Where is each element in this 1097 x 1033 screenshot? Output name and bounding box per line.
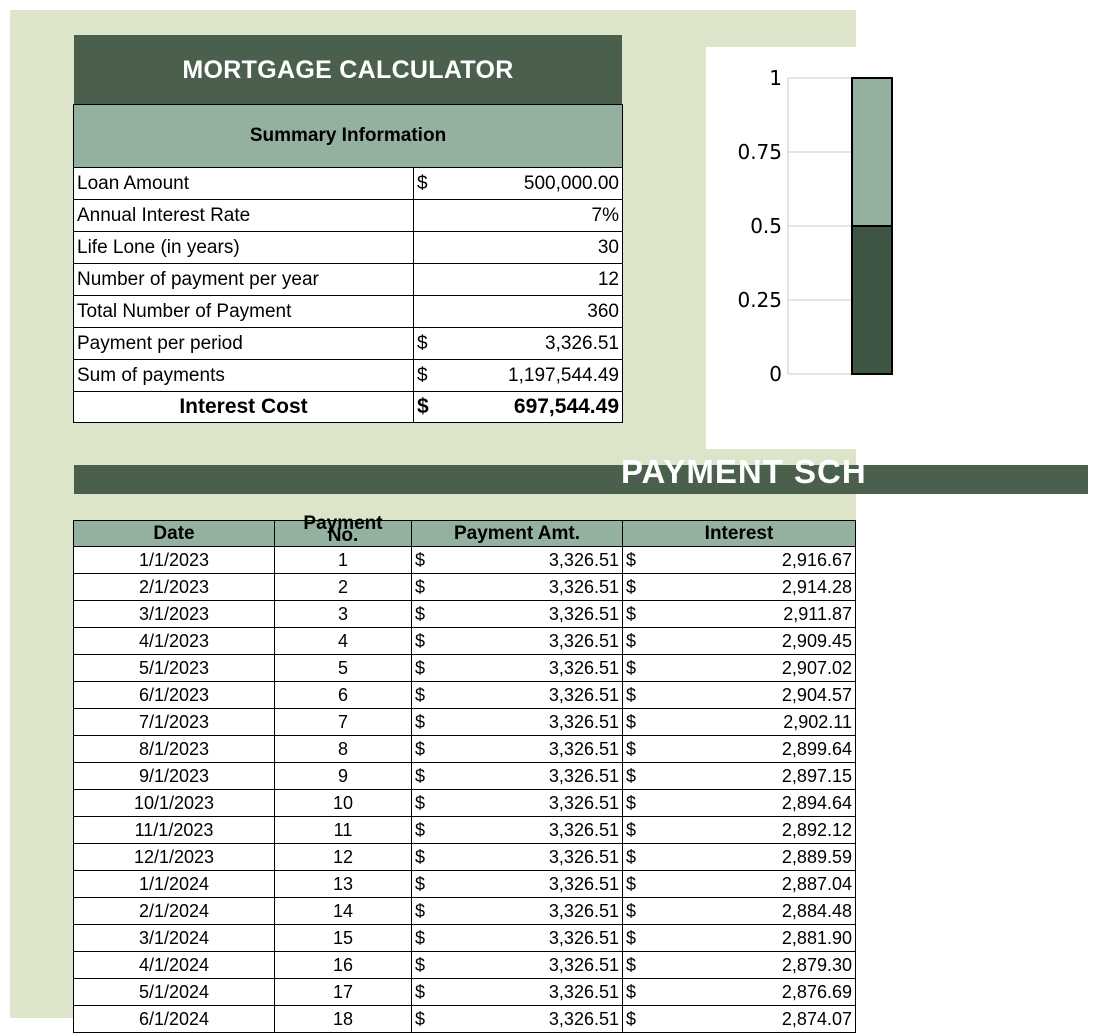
summary-value[interactable]: 500,000.00 [500, 168, 623, 200]
page-title: MORTGAGE CALCULATOR [74, 35, 622, 105]
cell-payment-amt[interactable]: 3,326.51 [438, 763, 623, 790]
currency-symbol[interactable]: $ [414, 168, 501, 200]
cell-payment-no[interactable]: 16 [275, 952, 412, 979]
cell-currency[interactable]: $ [623, 817, 650, 844]
summary-table [73, 167, 623, 423]
header-payment-no [275, 512, 412, 547]
cell-currency[interactable]: $ [412, 547, 439, 574]
summary-label[interactable]: Life Lone (in years) [74, 232, 414, 264]
cell-payment-amt[interactable]: 3,326.51 [438, 898, 623, 925]
cell-payment-amt[interactable]: 3,326.51 [438, 817, 623, 844]
cell-date[interactable]: 3/1/2024 [74, 925, 275, 952]
cell-currency[interactable]: $ [412, 655, 439, 682]
table-row [74, 979, 856, 1006]
table-row [74, 898, 856, 925]
summary-label[interactable]: Sum of payments [74, 360, 414, 392]
cell-currency[interactable]: $ [623, 574, 650, 601]
cell-currency[interactable]: $ [412, 574, 439, 601]
cell-interest[interactable]: 2,892.12 [649, 817, 856, 844]
cell-payment-no[interactable]: 5 [275, 655, 412, 682]
cell-date[interactable]: 12/1/2023 [74, 844, 275, 871]
y-tick-label: 0.75 [737, 140, 782, 164]
cell-date[interactable]: 5/1/2023 [74, 655, 275, 682]
cell-date[interactable]: 8/1/2023 [74, 736, 275, 763]
cell-currency[interactable]: $ [623, 952, 650, 979]
cell-currency[interactable]: $ [412, 925, 439, 952]
cell-interest[interactable]: 2,916.67 [649, 547, 856, 574]
table-row [74, 1006, 856, 1033]
cell-payment-no[interactable]: 8 [275, 736, 412, 763]
schedule-banner [74, 453, 1088, 494]
summary-label[interactable]: Loan Amount [74, 168, 414, 200]
cell-currency[interactable]: $ [623, 871, 650, 898]
cell-interest[interactable]: 2,894.64 [649, 790, 856, 817]
summary-row [74, 232, 623, 264]
cell-date[interactable]: 5/1/2024 [74, 979, 275, 1006]
cell-date[interactable]: 7/1/2023 [74, 709, 275, 736]
table-row [74, 601, 856, 628]
summary-label[interactable]: Total Number of Payment [74, 296, 414, 328]
cell-interest[interactable]: 2,902.11 [649, 709, 856, 736]
cell-payment-amt[interactable]: 3,326.51 [438, 952, 623, 979]
cell-payment-no[interactable]: 10 [275, 790, 412, 817]
schedule-title: PAYMENT SCH [621, 453, 867, 490]
summary-row [74, 168, 623, 200]
table-row [74, 790, 856, 817]
table-row [74, 574, 856, 601]
cell-payment-amt[interactable]: 3,326.51 [438, 736, 623, 763]
cell-currency[interactable]: $ [412, 979, 439, 1006]
cell-date[interactable]: 1/1/2024 [74, 871, 275, 898]
cell-date[interactable]: 9/1/2023 [74, 763, 275, 790]
spreadsheet-area [10, 10, 856, 1029]
cell-currency[interactable]: $ [623, 1006, 650, 1033]
cell-date[interactable]: 6/1/2023 [74, 682, 275, 709]
cell-currency[interactable]: $ [412, 790, 439, 817]
cell-payment-amt[interactable]: 3,326.51 [438, 1006, 623, 1033]
bar-segment-1[interactable] [852, 226, 892, 374]
summary-label[interactable]: Payment per period [74, 328, 414, 360]
cell-payment-amt[interactable]: 3,326.51 [438, 925, 623, 952]
y-tick-label: 1 [769, 66, 782, 90]
cell-currency[interactable]: $ [412, 844, 439, 871]
cell-currency[interactable]: $ [412, 709, 439, 736]
cell-payment-no[interactable]: 3 [275, 601, 412, 628]
cell-payment-amt[interactable]: 3,326.51 [438, 790, 623, 817]
summary-value[interactable]: 3,326.51 [500, 328, 623, 360]
cell-payment-amt[interactable]: 3,326.51 [438, 979, 623, 1006]
cell-interest[interactable]: 2,879.30 [649, 952, 856, 979]
cell-payment-amt[interactable]: 3,326.51 [438, 655, 623, 682]
cell-interest[interactable]: 2,874.07 [649, 1006, 856, 1033]
cell-payment-no[interactable]: 17 [275, 979, 412, 1006]
cell-payment-no[interactable]: 14 [275, 898, 412, 925]
cell-interest[interactable]: 2,897.15 [649, 763, 856, 790]
cell-interest[interactable]: 2,884.48 [649, 898, 856, 925]
cell-interest[interactable]: 2,909.45 [649, 628, 856, 655]
cell-date[interactable]: 10/1/2023 [74, 790, 275, 817]
cell-currency[interactable]: $ [412, 898, 439, 925]
cell-payment-no[interactable]: 12 [275, 844, 412, 871]
table-row [74, 925, 856, 952]
summary-row [74, 200, 623, 232]
cell-payment-amt[interactable]: 3,326.51 [438, 628, 623, 655]
summary-row [74, 328, 623, 360]
cell-currency[interactable]: $ [412, 601, 439, 628]
y-tick-label: 0.5 [750, 214, 782, 238]
cell-payment-amt[interactable]: 3,326.51 [438, 871, 623, 898]
table-row [74, 709, 856, 736]
cell-currency[interactable]: $ [623, 655, 650, 682]
cell-currency[interactable]: $ [412, 871, 439, 898]
cell-interest[interactable]: 2,899.64 [649, 736, 856, 763]
cell-date[interactable]: 4/1/2023 [74, 628, 275, 655]
y-tick-label: 0.25 [737, 288, 782, 312]
table-row [74, 952, 856, 979]
cell-date[interactable]: 2/1/2024 [74, 898, 275, 925]
chart-panel[interactable] [706, 47, 876, 449]
summary-row [74, 392, 623, 423]
cell-payment-no[interactable]: 18 [275, 1006, 412, 1033]
cell-currency[interactable]: $ [623, 979, 650, 1006]
table-row [74, 817, 856, 844]
summary-value[interactable]: 30 [414, 232, 623, 264]
summary-heading: Summary Information [73, 104, 623, 168]
table-row [74, 763, 856, 790]
summary-value[interactable]: 7% [414, 200, 623, 232]
cell-interest[interactable]: 2,876.69 [649, 979, 856, 1006]
cell-currency[interactable]: $ [412, 682, 439, 709]
cell-payment-amt[interactable]: 3,326.51 [438, 682, 623, 709]
currency-symbol[interactable]: $ [414, 328, 501, 360]
stacked-bar-chart [706, 47, 876, 449]
cell-payment-amt[interactable]: 3,326.51 [438, 844, 623, 871]
cell-payment-no[interactable]: 4 [275, 628, 412, 655]
cell-currency[interactable]: $ [623, 898, 650, 925]
summary-value[interactable]: 1,197,544.49 [500, 360, 623, 392]
cell-currency[interactable]: $ [623, 709, 650, 736]
table-row [74, 871, 856, 898]
cell-currency[interactable]: $ [623, 925, 650, 952]
y-tick-label: 0 [769, 362, 782, 386]
cell-date[interactable]: 4/1/2024 [74, 952, 275, 979]
cell-payment-no[interactable]: 1 [275, 547, 412, 574]
cell-payment-no[interactable]: 13 [275, 871, 412, 898]
cell-currency[interactable]: $ [412, 628, 439, 655]
table-row [74, 655, 856, 682]
cell-date[interactable]: 6/1/2024 [74, 1006, 275, 1033]
cell-date[interactable]: 3/1/2023 [74, 601, 275, 628]
cell-currency[interactable]: $ [412, 952, 439, 979]
cell-payment-amt[interactable]: 3,326.51 [438, 601, 623, 628]
cell-payment-amt[interactable]: 3,326.51 [438, 547, 623, 574]
summary-row [74, 264, 623, 296]
cell-currency[interactable]: $ [623, 844, 650, 871]
cell-interest[interactable]: 2,887.04 [649, 871, 856, 898]
bar-segment-2[interactable] [852, 78, 892, 226]
currency-symbol[interactable]: $ [414, 392, 501, 423]
cell-date[interactable]: 1/1/2023 [74, 547, 275, 574]
table-row [74, 628, 856, 655]
header-interest: Interest [623, 521, 856, 547]
cell-interest[interactable]: 2,911.87 [649, 601, 856, 628]
cell-currency[interactable]: $ [623, 763, 650, 790]
cell-payment-no[interactable]: 2 [275, 574, 412, 601]
cell-currency[interactable]: $ [412, 1006, 439, 1033]
cell-interest[interactable]: 2,881.90 [649, 925, 856, 952]
cell-payment-amt[interactable]: 3,326.51 [438, 709, 623, 736]
payment-schedule-table [73, 512, 856, 1033]
cell-currency[interactable]: $ [623, 547, 650, 574]
table-row [74, 682, 856, 709]
cell-interest[interactable]: 2,904.57 [649, 682, 856, 709]
table-row [74, 547, 856, 574]
cell-interest[interactable]: 2,889.59 [649, 844, 856, 871]
schedule-header-row [74, 521, 856, 547]
cell-payment-no[interactable]: 11 [275, 817, 412, 844]
currency-symbol[interactable]: $ [414, 360, 501, 392]
summary-value[interactable]: 12 [414, 264, 623, 296]
cell-currency[interactable]: $ [623, 790, 650, 817]
cell-payment-no[interactable]: 9 [275, 763, 412, 790]
cell-payment-no[interactable]: 7 [275, 709, 412, 736]
summary-label[interactable]: Interest Cost [74, 392, 414, 423]
summary-label[interactable]: Number of payment per year [74, 264, 414, 296]
summary-row [74, 360, 623, 392]
summary-value[interactable]: 360 [414, 296, 623, 328]
cell-currency[interactable]: $ [623, 682, 650, 709]
header-payment-amt: Payment Amt. [412, 521, 623, 547]
cell-currency[interactable]: $ [623, 601, 650, 628]
summary-label[interactable]: Annual Interest Rate [74, 200, 414, 232]
cell-currency[interactable]: $ [412, 817, 439, 844]
table-row [74, 844, 856, 871]
cell-payment-no[interactable]: 15 [275, 925, 412, 952]
cell-currency[interactable]: $ [623, 736, 650, 763]
summary-row [74, 296, 623, 328]
summary-value[interactable]: 697,544.49 [500, 392, 623, 423]
cell-date[interactable]: 11/1/2023 [74, 817, 275, 844]
cell-interest[interactable]: 2,914.28 [649, 574, 856, 601]
header-date: Date [74, 521, 275, 547]
cell-date[interactable]: 2/1/2023 [74, 574, 275, 601]
table-row [74, 736, 856, 763]
header-payment-no-label: Payment No. [303, 512, 383, 546]
cell-currency[interactable]: $ [623, 628, 650, 655]
cell-payment-amt[interactable]: 3,326.51 [438, 574, 623, 601]
cell-payment-no[interactable]: 6 [275, 682, 412, 709]
cell-currency[interactable]: $ [412, 763, 439, 790]
cell-currency[interactable]: $ [412, 736, 439, 763]
cell-interest[interactable]: 2,907.02 [649, 655, 856, 682]
